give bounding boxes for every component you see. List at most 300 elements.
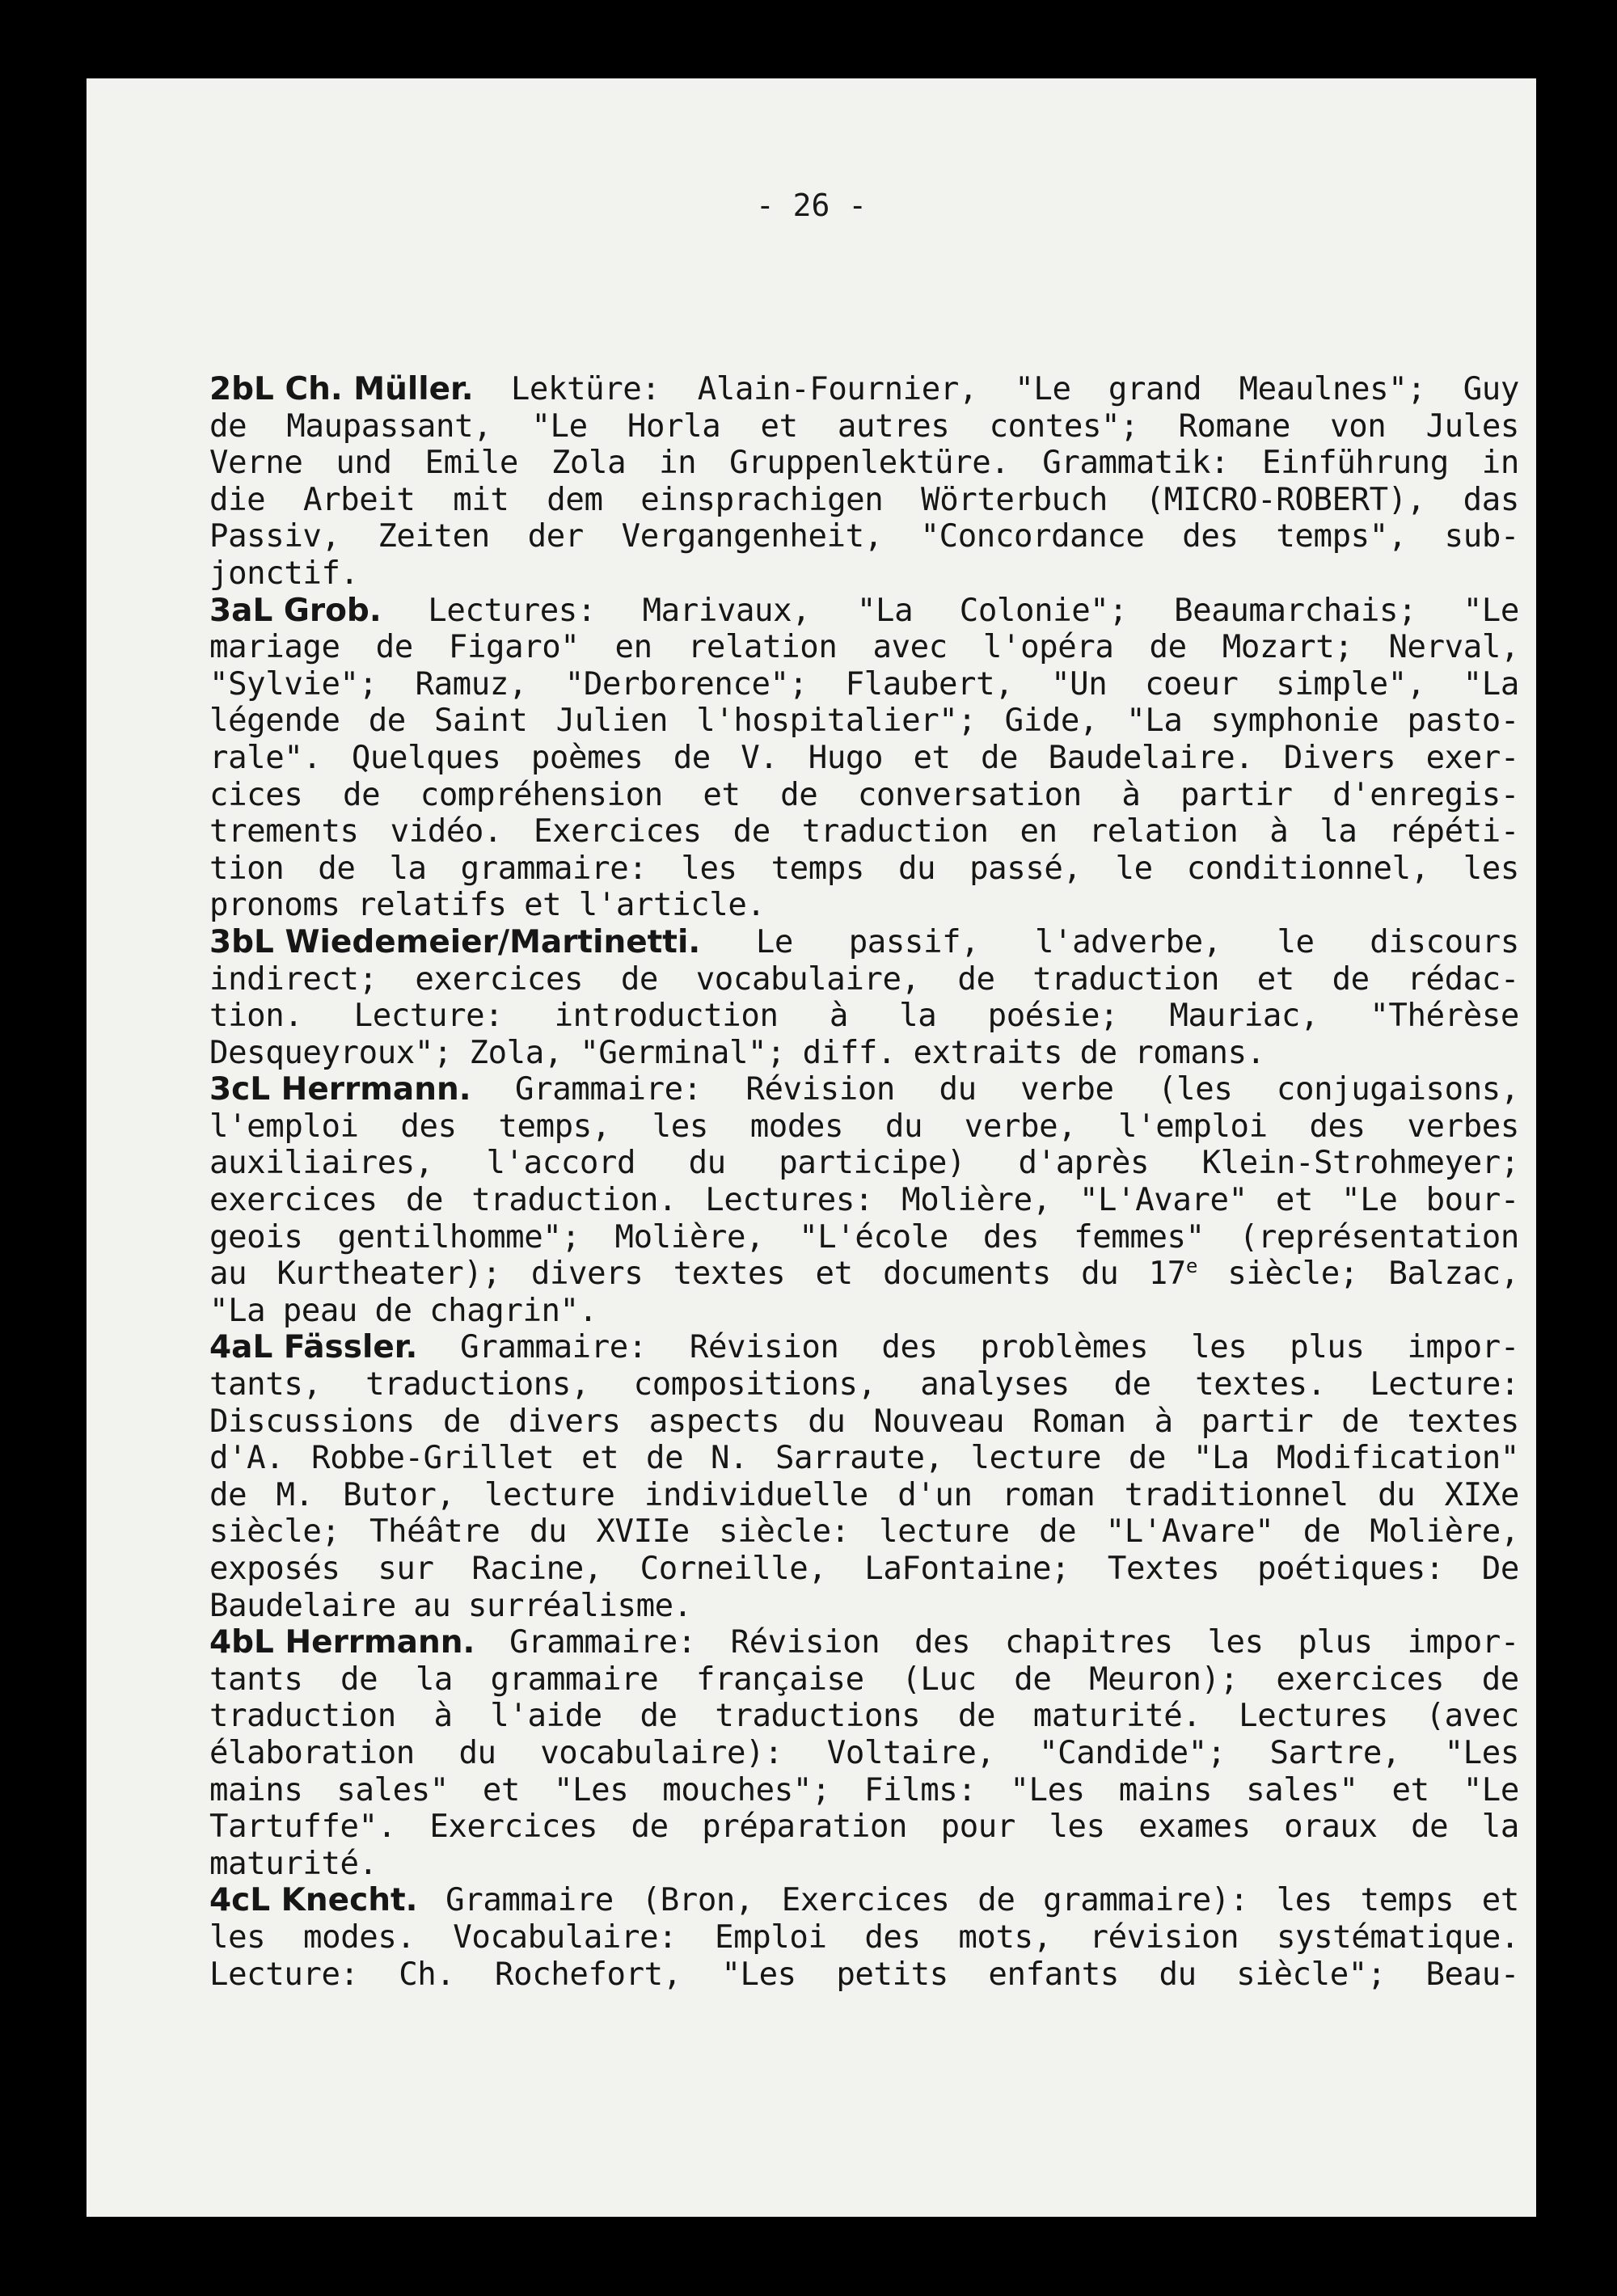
word: lecture (483, 1476, 615, 1513)
word: "Les (1444, 1734, 1519, 1771)
word: de (780, 776, 818, 813)
word: Wörterbuch (921, 481, 1108, 518)
word: répéti- (1388, 813, 1519, 850)
word: de (957, 1698, 996, 1735)
word: compréhension (420, 776, 663, 813)
word: temps", (1276, 518, 1407, 555)
word: (Luc (901, 1661, 977, 1698)
word: temps (1360, 1882, 1454, 1919)
word: au (413, 1587, 451, 1624)
word: Rochefort, (495, 1956, 682, 1993)
word: verbes (1407, 1108, 1519, 1145)
text-line (209, 1661, 1519, 1699)
word: et (1481, 1882, 1519, 1919)
word: et (913, 739, 951, 776)
word: des (982, 1218, 1040, 1256)
word: "L'Avare" (1079, 1182, 1248, 1219)
word: à (1154, 1403, 1173, 1440)
word: "Thérèse (1370, 998, 1519, 1035)
word: "Germinal"; (580, 1034, 786, 1071)
page-number: - 26 - (755, 188, 868, 223)
word: Théâtre (369, 1513, 500, 1551)
word: Sarraute, (775, 1440, 944, 1477)
word: "Derborence"; (564, 665, 808, 703)
word: sales" (1246, 1771, 1358, 1809)
word: Tartuffe". (209, 1809, 396, 1846)
word: de (1079, 1034, 1117, 1071)
word: le (1115, 850, 1153, 887)
word: et (524, 887, 562, 924)
word: Exercices (781, 1882, 950, 1919)
word: siècle: (719, 1513, 850, 1551)
word: Discussions (209, 1403, 415, 1440)
word: relatifs (357, 887, 507, 924)
word: siècle"; (1236, 1956, 1386, 1993)
word: "Le (1341, 1182, 1398, 1219)
word: aspects (648, 1403, 780, 1440)
word: Romane (1178, 407, 1290, 445)
word: de (631, 1809, 669, 1846)
word: Grammaire (445, 1882, 614, 1919)
word: Le (755, 923, 793, 960)
word: romans. (1134, 1034, 1265, 1071)
text-line (209, 1403, 1519, 1441)
word: mit (453, 481, 509, 518)
word: modes. (303, 1918, 416, 1956)
word: grammaire): (1043, 1882, 1248, 1919)
word: "La (1126, 703, 1183, 740)
word: (représentation (1239, 1218, 1519, 1256)
word: du (939, 1071, 977, 1108)
word: XVIIe (596, 1513, 690, 1551)
word: Jules (1425, 407, 1519, 445)
word: siècle; (1227, 1256, 1358, 1293)
word: "Candide"; (1039, 1734, 1226, 1771)
word: exames (1138, 1809, 1251, 1846)
word: la (415, 1661, 453, 1698)
word: pour (940, 1809, 1015, 1846)
word: et (760, 407, 798, 445)
word: Balzac, (1388, 1256, 1519, 1293)
word: autres (837, 407, 950, 445)
word: de (977, 1882, 1015, 1919)
word: vocabulaire): (540, 1734, 783, 1771)
word: les (681, 850, 737, 887)
word: petits (836, 1956, 948, 1993)
word: problèmes (980, 1329, 1149, 1366)
word: et (1391, 1771, 1429, 1809)
word: exercices (415, 960, 584, 998)
word: coeur (1145, 665, 1239, 703)
word: "La (1193, 1440, 1250, 1477)
word: "L'Avare" (1105, 1513, 1274, 1551)
word: Kurtheater); (277, 1256, 501, 1293)
word: M. (276, 1476, 314, 1513)
word: des (1182, 518, 1239, 555)
word: individuelle (644, 1476, 868, 1513)
text-line (209, 482, 1519, 519)
word: Guy (1463, 371, 1519, 407)
word: pronoms (209, 887, 340, 924)
word: de (442, 1403, 481, 1440)
text-line (209, 777, 1519, 814)
word: Lecture: (353, 998, 504, 1035)
word: "Les (721, 1956, 796, 1993)
text-line (209, 1071, 1519, 1108)
word: traductions (715, 1698, 921, 1735)
text-line (209, 1551, 1519, 1588)
class-heading: 4cL Knecht. (209, 1882, 418, 1919)
word: trements (209, 813, 359, 850)
word: grammaire (490, 1661, 659, 1698)
word: de (645, 1440, 684, 1477)
word: diff. (802, 1034, 897, 1071)
word: Nouveau (873, 1403, 1005, 1440)
word: auxiliaires, (209, 1145, 433, 1182)
word: relation (1088, 813, 1239, 850)
word: des (864, 1918, 921, 1956)
text-line (209, 1108, 1519, 1146)
word: conditionnel, (1186, 850, 1429, 887)
word: Butor, (343, 1476, 455, 1513)
word: der (527, 518, 584, 555)
word: de (209, 1476, 247, 1513)
word: Révision (745, 1071, 895, 1108)
word: participe) (779, 1145, 966, 1182)
word: Molière, (1370, 1513, 1519, 1551)
word: de (733, 813, 771, 850)
course-descriptions (209, 371, 1519, 1993)
text-line (209, 1588, 1519, 1625)
word: in (1481, 445, 1519, 482)
word: enfants (988, 1956, 1119, 1993)
word: en (614, 629, 652, 666)
word: Alain-Fournier, (697, 371, 977, 407)
word: "Le (1463, 1771, 1519, 1809)
class-heading: 4aL Fässler. (209, 1329, 418, 1366)
word: traductions, (365, 1366, 590, 1403)
word: sur (378, 1551, 434, 1587)
word: conversation (857, 776, 1082, 813)
document-page (87, 78, 1536, 2217)
word: Beau- (1425, 1956, 1519, 1993)
word: l'emploi (209, 1108, 359, 1145)
word: impor- (1407, 1329, 1519, 1366)
word: du (688, 1145, 726, 1182)
word: temps (771, 850, 864, 887)
text-line (209, 1956, 1519, 1994)
word: des (1309, 1108, 1366, 1145)
word: la (1319, 813, 1357, 850)
word: et (703, 776, 741, 813)
word: Grammaire: (509, 1624, 696, 1661)
word: De (1481, 1551, 1519, 1587)
word: chapitres (1004, 1624, 1173, 1661)
word: textes. (1195, 1366, 1326, 1403)
text-line (209, 593, 1519, 630)
word: das (1463, 481, 1519, 518)
class-heading: 4bL Herrmann. (209, 1624, 475, 1661)
word: von (1330, 407, 1387, 445)
word: "La (856, 592, 914, 629)
word: à (1269, 813, 1289, 850)
word: in (659, 445, 697, 482)
word: Molière, (614, 1218, 765, 1256)
text-line (209, 1477, 1519, 1514)
word: die (209, 481, 266, 518)
word: de (1039, 1513, 1077, 1551)
word: extraits (913, 1034, 1063, 1071)
word: Hugo (808, 739, 884, 776)
text-line (209, 445, 1519, 482)
word: élaboration (209, 1734, 415, 1771)
word: tants, (209, 1366, 322, 1403)
word: compositions, (633, 1366, 876, 1403)
word: "Le (1463, 592, 1519, 629)
word: l'aide (490, 1698, 602, 1735)
word: la (1481, 1809, 1519, 1846)
word: roman (1001, 1476, 1096, 1513)
word: Zeiten (378, 518, 490, 555)
word: exer- (1425, 739, 1519, 776)
word: du (529, 1513, 568, 1551)
word: du (458, 1734, 496, 1771)
text-line (209, 1882, 1519, 1919)
word: Corneille, (640, 1551, 827, 1587)
word: mains (1118, 1771, 1213, 1809)
class-heading: 2bL Ch. Müller. (209, 371, 474, 407)
text-line (209, 961, 1519, 998)
word: de (405, 1182, 444, 1219)
word: les (1276, 1882, 1332, 1919)
word: des (400, 1108, 457, 1145)
word: à (829, 998, 848, 1035)
word: à (1121, 776, 1141, 813)
word: Colonie"; (959, 592, 1128, 629)
word: traditionnel (1124, 1476, 1349, 1513)
word: française (695, 1661, 864, 1698)
word: de (209, 407, 247, 445)
word: geois (209, 1218, 303, 1256)
word: légende (209, 703, 340, 740)
word: traduction (209, 1698, 396, 1735)
class-heading: 3bL Wiedemeier/Martinetti. (209, 923, 701, 960)
word: lecture (879, 1513, 1010, 1551)
word: tion (209, 850, 285, 887)
word: vocabulaire, (695, 960, 920, 998)
word: passif, (848, 923, 980, 960)
word: l'opéra (982, 629, 1114, 666)
text-line (209, 1919, 1519, 1956)
word: Ch. (399, 1956, 455, 1993)
word: jonctif. (209, 555, 359, 592)
word: contes"; (989, 407, 1139, 445)
word: l'emploi (1118, 1108, 1268, 1145)
century-ordinal: 17e (1148, 1255, 1198, 1293)
word: des (914, 1624, 971, 1661)
word: et (581, 1440, 619, 1477)
word: les (1049, 1809, 1105, 1846)
word: Sartre, (1269, 1734, 1401, 1771)
word: surréalisme. (467, 1587, 692, 1624)
text-line (209, 666, 1519, 703)
word: verbe (1020, 1071, 1114, 1108)
word: les (1207, 1624, 1264, 1661)
word: du (897, 850, 936, 887)
text-line (209, 1035, 1519, 1072)
word: Lectures: (705, 1182, 873, 1219)
class-heading: 3aL Grob. (209, 592, 382, 629)
word: exercices (1276, 1661, 1445, 1698)
word: préparation (702, 1809, 908, 1846)
word: temps, (498, 1108, 610, 1145)
word: exposés (209, 1551, 340, 1587)
word: (avec (1425, 1698, 1519, 1735)
word: Racine, (471, 1551, 602, 1587)
word: de (1149, 629, 1187, 666)
word: Grammatik: (1042, 445, 1230, 482)
word: de (980, 739, 1019, 776)
word: Lecture: (209, 1956, 359, 1993)
word: Horla (627, 407, 721, 445)
text-line (209, 1256, 1519, 1293)
word: Robbe-Grillet (311, 1440, 555, 1477)
word: Emploi (715, 1918, 827, 1956)
word: Textes (1107, 1551, 1220, 1587)
text-line (209, 924, 1519, 961)
word: "La (1463, 665, 1519, 703)
word: la (899, 998, 937, 1035)
text-line (209, 1219, 1519, 1256)
word: Marivaux, (642, 592, 811, 629)
text-line (209, 371, 1519, 408)
word: passé, (969, 850, 1082, 887)
text-line (209, 887, 1519, 924)
word: d'un (897, 1476, 973, 1513)
text-line (209, 1513, 1519, 1551)
word: Meaulnes"; (1239, 371, 1426, 407)
word: symphonie (1210, 703, 1379, 740)
word: mariage (209, 629, 340, 666)
word: Révision (730, 1624, 880, 1661)
word: de (957, 960, 995, 998)
word: et (1275, 1182, 1314, 1219)
word: Saint (434, 703, 528, 740)
word: Voltaire, (826, 1734, 995, 1771)
word: de (1411, 1809, 1449, 1846)
word: de (1113, 1366, 1151, 1403)
word: verbe, (964, 1108, 1077, 1145)
word: Figaro" (448, 629, 580, 666)
text-line (209, 703, 1519, 740)
word: (Bron, (641, 1882, 754, 1919)
word: maturité. (209, 1845, 378, 1882)
text-line (209, 813, 1519, 850)
word: modes (749, 1108, 844, 1145)
word: (les (1158, 1071, 1233, 1108)
text-line (209, 850, 1519, 888)
word: divers (530, 1256, 644, 1293)
word: Klein-Strohmeyer; (1201, 1145, 1519, 1182)
word: Baudelaire. (1048, 739, 1254, 776)
word: de (374, 1292, 412, 1329)
word: mots, (958, 1918, 1052, 1956)
word: en (1020, 813, 1058, 850)
word: "La (209, 1292, 266, 1329)
word: "L'école (799, 1218, 948, 1256)
text-line (209, 1698, 1519, 1735)
word: la (389, 850, 427, 887)
word: introduction (554, 998, 779, 1035)
word: Films: (863, 1771, 977, 1809)
word: systématique. (1276, 1918, 1519, 1956)
word: l'hospitalier"; (696, 703, 977, 740)
text-line (209, 1735, 1519, 1772)
word: et (815, 1256, 853, 1293)
word: rédac- (1407, 960, 1519, 998)
word: "Les (553, 1771, 629, 1809)
word: conjugaisons, (1276, 1071, 1519, 1108)
word: simple", (1276, 665, 1425, 703)
word: Nerval, (1388, 629, 1519, 666)
word: de (375, 629, 413, 666)
word: l'adverbe, (1034, 923, 1222, 960)
word: Vocabulaire: (453, 1918, 678, 1956)
word: rale". (209, 739, 322, 776)
word: de (318, 850, 356, 887)
word: siècle; (209, 1513, 340, 1551)
word: poésie; (987, 998, 1119, 1035)
word: à (433, 1698, 453, 1735)
text-line (209, 408, 1519, 445)
word: V. (741, 739, 779, 776)
word: impor- (1407, 1624, 1519, 1661)
word: du (1159, 1956, 1197, 1993)
word: peau (282, 1292, 358, 1329)
word: traduction (1032, 960, 1220, 998)
word: poèmes (530, 739, 644, 776)
word: indirect; (209, 960, 378, 998)
word: textes (673, 1256, 786, 1293)
word: Grammaire: (515, 1071, 702, 1108)
word: LaFontaine; (864, 1551, 1070, 1587)
word: du (1081, 1256, 1119, 1293)
word: Vergangenheit, (621, 518, 883, 555)
word: de (1302, 1513, 1340, 1551)
word: de (340, 1661, 378, 1698)
word: les (652, 1108, 708, 1145)
word: Quelques (351, 739, 501, 776)
word: Baudelaire (209, 1587, 396, 1624)
word: Zola, (469, 1034, 563, 1071)
word: XIXe (1444, 1476, 1519, 1513)
text-line (209, 1182, 1519, 1219)
word: d'A. (209, 1440, 285, 1477)
word: partir (1201, 1403, 1314, 1440)
word: femmes" (1074, 1218, 1205, 1256)
word: de (1341, 1403, 1379, 1440)
class-heading: 3cL Herrmann. (209, 1071, 471, 1108)
text-line (209, 518, 1519, 555)
word: de (640, 1698, 678, 1735)
text-line (209, 1846, 1519, 1883)
word: de (673, 739, 711, 776)
word: plus (1290, 1329, 1365, 1366)
word: au (209, 1256, 247, 1293)
word: les (1463, 850, 1519, 887)
text-line (209, 1145, 1519, 1182)
word: tants (209, 1661, 303, 1698)
